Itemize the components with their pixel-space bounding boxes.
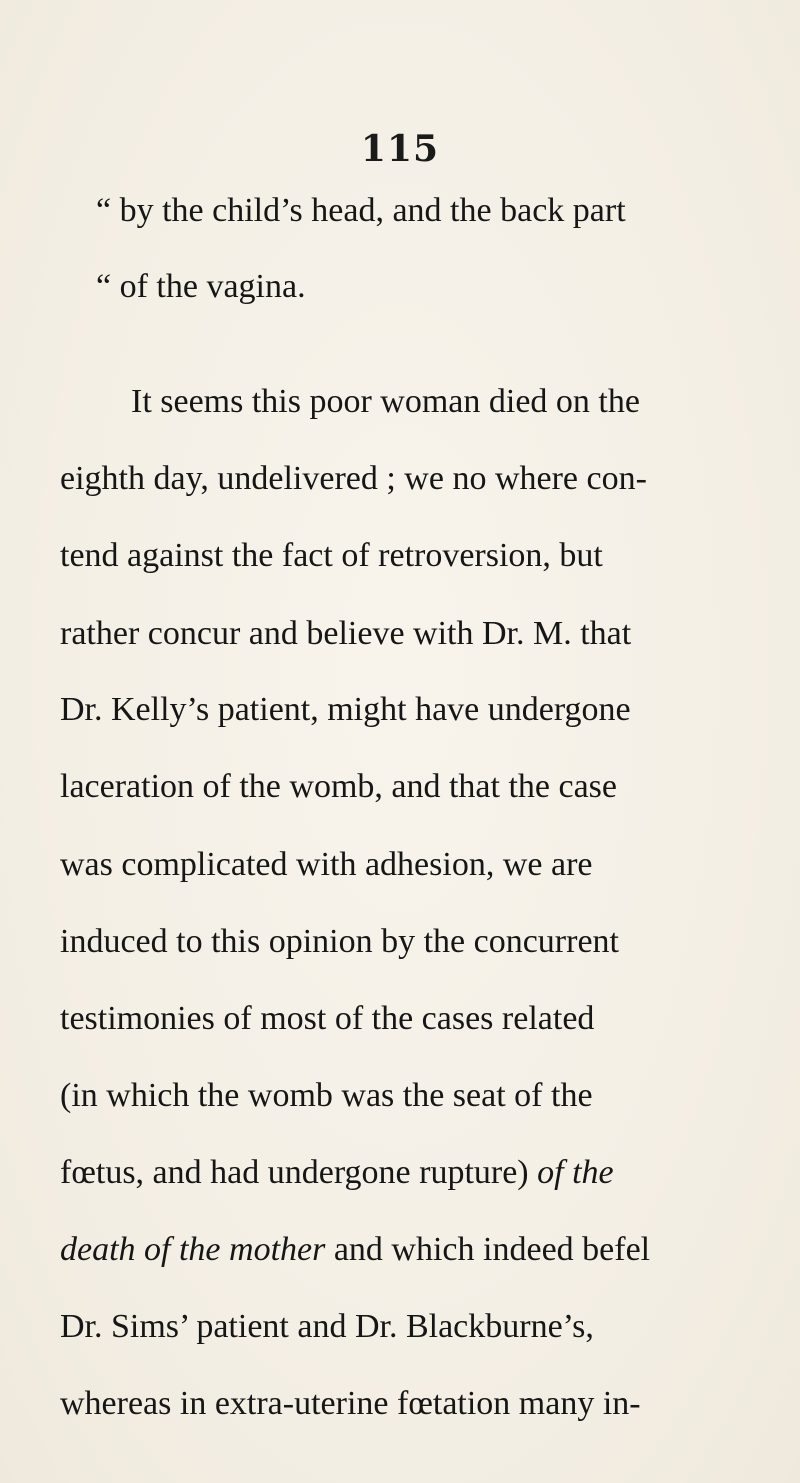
text-line-4: eighth day, undelivered ; we no where con- [60, 460, 647, 497]
text-line-14-italic: death of the mother [60, 1231, 326, 1268]
text-line-11: testimonies of most of the cases related [60, 1000, 595, 1037]
text-line-13 [60, 1156, 614, 1190]
text-line-6: rather concur and believe with Dr. M. that [60, 615, 632, 652]
text-line-10: induced to this opinion by the concurrent [60, 923, 619, 960]
text-line-8: laceration of the womb, and that the case [60, 768, 617, 805]
page-number: 115 [360, 128, 440, 170]
text-line-5: tend against the fact of retroversion, but [60, 537, 603, 574]
text-line-14-roman: and which indeed befel [325, 1231, 651, 1268]
text-line-13-roman: fœtus, and had undergone rupture) [60, 1154, 538, 1191]
text-line-12: (in which the womb was the seat of the [60, 1077, 593, 1114]
text-line-13-italic: of the [537, 1154, 614, 1191]
text-line-1: “ by the child’s head, and the back part [96, 192, 626, 229]
text-line-2: “ of the vagina. [96, 268, 306, 305]
text-line-16: whereas in extra-uterine fœtation many in- [60, 1385, 641, 1422]
text-line-15: Dr. Sims’ patient and Dr. Blackburne’s, [60, 1308, 594, 1345]
text-line-7: Dr. Kelly’s patient, might have undergone [60, 691, 631, 728]
paragraph-start-line: It seems this poor woman died on the [131, 383, 640, 420]
text-line-9: was complicated with adhesion, we are [60, 846, 593, 883]
text-line-14 [60, 1233, 650, 1267]
